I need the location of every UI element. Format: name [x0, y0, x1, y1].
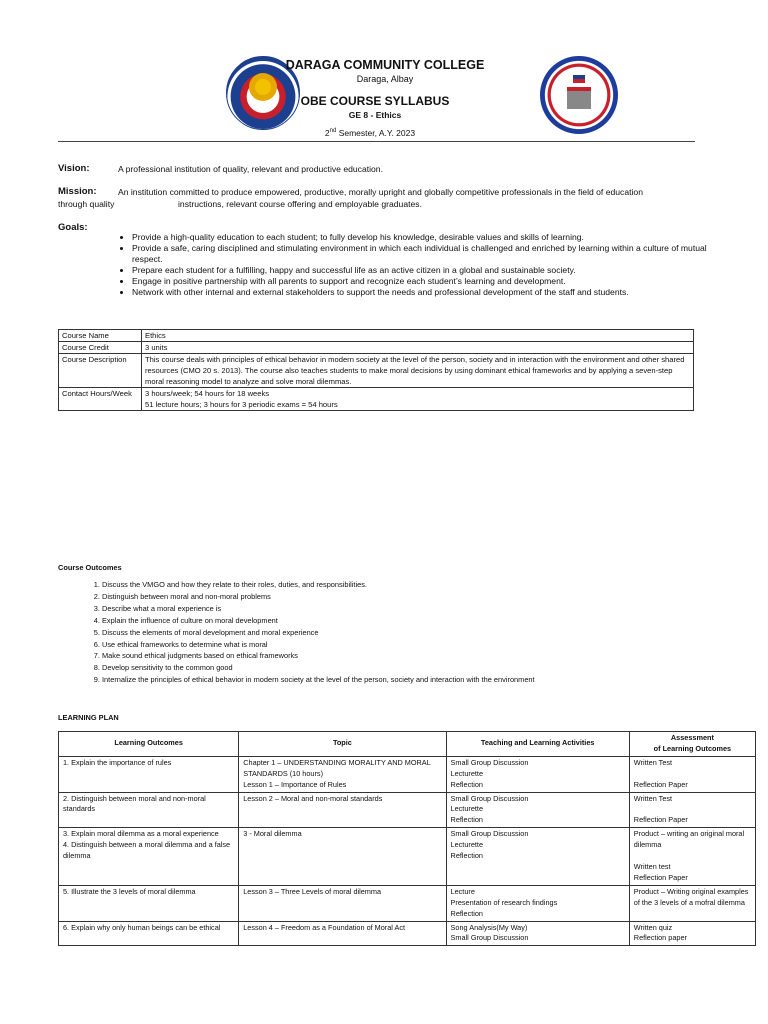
course-code: GE 8 - Ethics: [348, 110, 402, 120]
goal-item: • Network with other internal and external stakeholders to support the needs and professional development of the staff and students.: [132, 287, 712, 298]
course-info-table: [58, 329, 694, 411]
course-name-label: Course Name: [59, 330, 142, 342]
cell-line: Reflection: [450, 908, 483, 918]
cell-line: [634, 769, 751, 780]
cell-line: 5. Illustrate the 3 levels of moral dilemma: [63, 886, 196, 896]
college-name: DARAGA COMMUNITY COLLEGE: [285, 58, 485, 72]
table-row: [59, 330, 694, 342]
topic-cell: [239, 921, 446, 946]
goal-item: • Provide a high-quality education to each student; to fully develop his knowledge, desirable values and skills of learning.: [132, 232, 712, 243]
cell-line: Reflection Paper: [633, 815, 688, 825]
cell-line: Product – Writing original examples of the 3 levels of a mofral dilemma: [633, 886, 749, 907]
course-name-value: Ethics: [142, 330, 694, 342]
course-outcomes-title: Course Outcomes: [58, 563, 122, 572]
course-description-value: This course deals with principles of ethical behavior in modern society at the level of the person, society and in interaction with the environment and other shared resources (CMO 20 s. 2013). The course also teaches students to make moral decisions by using dominant ethical frameworks and by applying a seven-step moral reasoning model to analyze and solve moral dilemmas.: [142, 354, 694, 388]
cell-line: [634, 804, 751, 815]
learning-plan-body: [59, 756, 756, 946]
topic-cell: [239, 792, 446, 828]
cell-line: [634, 851, 751, 862]
cell-line: Written Test: [633, 793, 673, 803]
cell-line: Reflection Paper: [633, 872, 688, 882]
cell-line: Written Test: [633, 757, 673, 767]
list-item: 8. Develop sensitivity to the common good: [102, 662, 662, 674]
table-header-row: [59, 732, 756, 757]
cell-line: Written test: [633, 861, 671, 871]
cell-line: Product – writing an original moral dilemma: [633, 829, 745, 850]
table-row: [59, 354, 694, 388]
learning-outcome-cell: [59, 756, 239, 792]
cell-line: 1. Explain the importance of rules: [63, 757, 172, 767]
table-row: [59, 885, 756, 921]
mission-text-line1: An institution committed to produce empowered, productive, morally upright and globally competitive professionals in the field of education: [118, 187, 643, 197]
list-item: 2. Distinguish between moral and non-moral problems: [102, 591, 662, 603]
activities-cell: [446, 885, 629, 921]
list-item: 6. Use ethical frameworks to determine what is moral: [102, 639, 662, 651]
vision-text: A professional institution of quality, relevant and productive education.: [118, 164, 383, 174]
cell-line: Presentation of research findings: [450, 897, 558, 907]
list-item: 7. Make sound ethical judgments based on ethical frameworks: [102, 650, 662, 662]
column-header-activities: Teaching and Learning Activities: [446, 732, 629, 757]
activities-cell: [446, 921, 629, 946]
list-item: 1. Discuss the VMGO and how they relate to their roles, duties, and responsibilities.: [102, 579, 662, 591]
assessment-cell: [629, 792, 755, 828]
column-header-assessment: Assessment of Learning Outcomes: [629, 732, 755, 757]
cell-line: Small Group Discussion: [450, 757, 529, 767]
cell-line: Lecture: [450, 886, 475, 896]
cell-line: 6. Explain why only human beings can be ethical: [63, 922, 221, 932]
assessment-cell: [629, 756, 755, 792]
table-row: [59, 342, 694, 354]
goals-list: [118, 232, 712, 298]
activities-cell: [446, 792, 629, 828]
college-location: Daraga, Albay: [356, 74, 414, 84]
cell-line: Reflection: [450, 779, 483, 789]
table-row: [59, 388, 694, 411]
mission-text-line2a: through quality: [58, 199, 115, 209]
cell-line: Small Group Discussion: [450, 933, 529, 943]
cell-line: 4. Distinguish between a moral dilemma and a false dilemma: [63, 840, 231, 861]
topic-cell: [239, 828, 446, 886]
cell-line: Lecturette: [450, 804, 483, 814]
cell-line: Song Analysis(My Way): [450, 922, 528, 932]
table-row: [59, 828, 756, 886]
learning-plan-title: LEARNING PLAN: [58, 713, 119, 722]
vision-label: Vision:: [58, 163, 90, 174]
list-item: 3. Describe what a moral experience is: [102, 603, 662, 615]
course-credit-value: 3 units: [142, 342, 694, 354]
cell-line: Reflection paper: [633, 933, 687, 943]
cell-line: Reflection: [450, 851, 483, 861]
cell-line: Small Group Discussion: [450, 829, 529, 839]
document-title: OBE COURSE SYLLABUS: [300, 94, 450, 108]
learning-plan-table: [58, 731, 756, 946]
cell-line: Lecturette: [450, 768, 483, 778]
list-item: 4. Explain the influence of culture on moral development: [102, 615, 662, 627]
list-item: 5. Discuss the elements of moral development and moral experience: [102, 627, 662, 639]
contact-hours-label: Contact Hours/Week: [59, 388, 142, 411]
mission-label: Mission:: [58, 186, 97, 197]
learning-outcome-cell: [59, 792, 239, 828]
cell-line: Reflection: [450, 815, 483, 825]
daraga-community-college-seal-logo: [540, 56, 618, 134]
cell-line: Lesson 3 – Three Levels of moral dilemma: [243, 886, 382, 896]
goal-item: • Prepare each student for a fulfilling, happy and successful life as an active citizen in a global and sustainable society.: [132, 265, 712, 276]
cell-line: Chapter 1 – UNDERSTANDING MORALITY AND MORAL STANDARDS (10 hours): [243, 757, 431, 778]
course-outcomes-list: [88, 579, 662, 686]
cell-line: 2. Distinguish between moral and non-moral standards: [63, 793, 206, 814]
activities-cell: [446, 828, 629, 886]
cell-line: Written quiz: [633, 922, 673, 932]
cell-line: Lesson 2 – Moral and non-moral standards: [243, 793, 383, 803]
topic-cell: [239, 885, 446, 921]
cell-line: 3. Explain moral dilemma as a moral experience: [63, 829, 219, 839]
cell-line: Reflection Paper: [633, 779, 688, 789]
semester: 2nd Semester, A.Y. 2023: [324, 128, 416, 138]
contact-hours-value: 3 hours/week; 54 hours for 18 weeks 51 lecture hours; 3 hours for 3 periodic exams = 54 hours: [142, 388, 694, 411]
column-header-topic: Topic: [239, 732, 446, 757]
table-row: [59, 756, 756, 792]
assessment-cell: [629, 921, 755, 946]
cell-line: Lesson 4 – Freedom as a Foundation of Moral Act: [243, 922, 406, 932]
learning-outcome-cell: [59, 921, 239, 946]
table-row: [59, 921, 756, 946]
learning-outcome-cell: [59, 885, 239, 921]
column-header-learning-outcomes: Learning Outcomes: [59, 732, 239, 757]
goal-item: • Engage in positive partnership with all parents to support and recognize each student’s learning and development.: [132, 276, 712, 287]
cell-line: Small Group Discussion: [450, 793, 529, 803]
table-row: [59, 792, 756, 828]
cell-line: Lecturette: [450, 840, 483, 850]
cell-line: 3 - Moral dilemma: [243, 829, 302, 839]
list-item: 9. Internalize the principles of ethical behavior in modern society at the level of the person, society and interaction with the environment: [102, 674, 662, 686]
course-description-label: Course Description: [59, 354, 142, 388]
cell-line: Lesson 1 – Importance of Rules: [243, 779, 347, 789]
learning-outcome-cell: [59, 828, 239, 886]
goal-item: • Provide a safe, caring disciplined and stimulating environment in which each individual is challenged and enriched by learning within a culture of mutual respect.: [132, 243, 712, 265]
assessment-cell: [629, 885, 755, 921]
activities-cell: [446, 756, 629, 792]
header-divider: [58, 141, 695, 142]
assessment-cell: [629, 828, 755, 886]
course-credit-label: Course Credit: [59, 342, 142, 354]
goals-label: Goals:: [58, 222, 88, 233]
mission-text-line2b: instructions, relevant course offering and employable graduates.: [178, 199, 422, 209]
topic-cell: [239, 756, 446, 792]
